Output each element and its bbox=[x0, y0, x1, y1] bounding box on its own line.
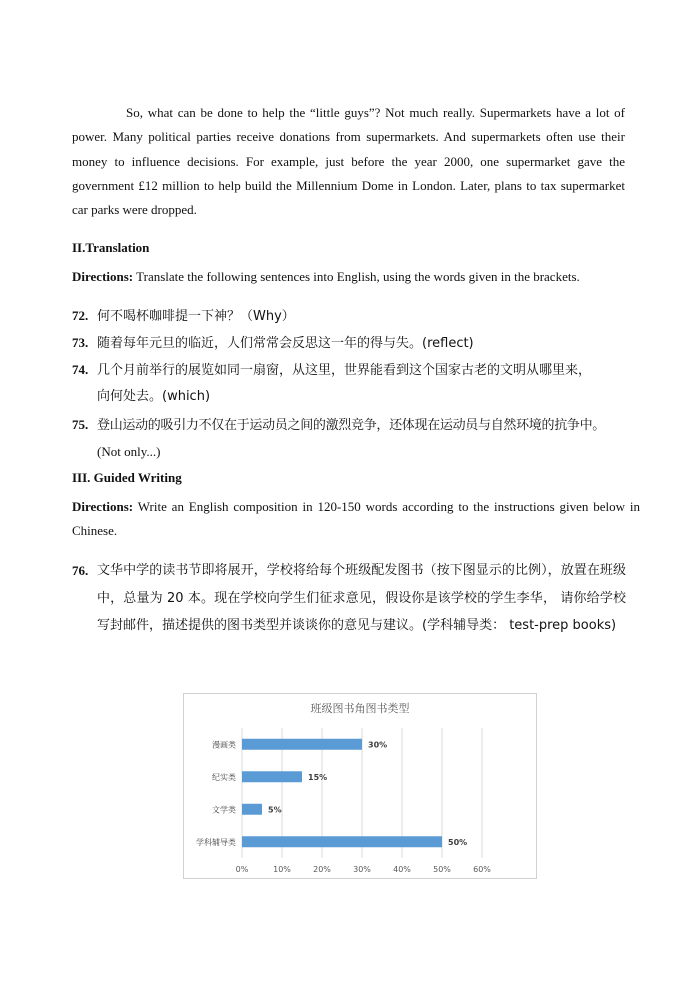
category-label: 学科辅导类 bbox=[196, 837, 236, 847]
chart-title: 班级图书角图书类型 bbox=[310, 702, 410, 715]
bar bbox=[242, 739, 362, 750]
item-text: 何不喝杯咖啡提一下神？（Why） bbox=[97, 309, 295, 324]
item-text: 文华中学的读书节即将展开，学校将给每个班级配发图书（按下图显示的比例），放置在班级中，总量为 20 本。现在学校向学生们征求意见，假设你是该学校的学生李华， 请你给学校写封邮件，描述提供的图书类型并谈谈你的意见与建议。(学科辅导类： test-prep books) bbox=[97, 563, 626, 633]
book-type-chart bbox=[183, 693, 537, 879]
x-tick-label: 60% bbox=[473, 865, 491, 874]
item-number: 75. bbox=[72, 417, 89, 432]
writing-item-76 bbox=[72, 557, 626, 640]
x-tick-label: 10% bbox=[273, 865, 291, 874]
translation-item-75 bbox=[72, 412, 642, 465]
category-label: 纪实类 bbox=[212, 772, 236, 782]
x-tick-label: 30% bbox=[353, 865, 371, 874]
item-number: 76. bbox=[72, 563, 89, 578]
translation-item-73 bbox=[72, 330, 642, 357]
x-tick-label: 20% bbox=[313, 865, 331, 874]
item-text: 登山运动的吸引力不仅在于运动员之间的激烈竞争，还体现在运动员与自然环境的抗争中。 bbox=[97, 418, 606, 433]
category-label: 文学类 bbox=[212, 805, 236, 815]
translation-heading: II.Translation bbox=[72, 240, 150, 255]
item-text: 随着每年元旦的临近，人们常常会反思这一年的得与失。(reflect) bbox=[97, 336, 474, 351]
item-text-continued: 向何处去。(which) bbox=[97, 389, 211, 404]
writing-directions bbox=[72, 495, 640, 543]
translation-item-72 bbox=[72, 303, 642, 330]
writing-heading: III. Guided Writing bbox=[72, 470, 182, 485]
directions-text: Write an English composition in 120-150 words according to the instructions given below in Chinese. bbox=[72, 499, 641, 538]
category-label: 漫画类 bbox=[212, 740, 236, 750]
bar-chart-svg bbox=[184, 694, 536, 878]
data-label: 30% bbox=[368, 740, 388, 750]
item-number: 73. bbox=[72, 335, 89, 350]
item-number: 74. bbox=[72, 362, 89, 377]
item-number: 72. bbox=[72, 308, 89, 323]
directions-label: Directions: bbox=[72, 269, 134, 284]
data-label: 5% bbox=[268, 805, 282, 815]
x-tick-label: 0% bbox=[235, 865, 249, 874]
x-tick-label: 50% bbox=[433, 865, 451, 874]
translation-directions bbox=[72, 265, 640, 289]
item-text-continued: (Not only...) bbox=[97, 444, 161, 459]
directions-label: Directions: bbox=[72, 499, 134, 514]
bar bbox=[242, 771, 302, 782]
data-label: 50% bbox=[448, 837, 468, 847]
directions-text: Translate the following sentences into English, using the words given in the brackets. bbox=[136, 269, 580, 284]
item-text: 几个月前举行的展览如同一扇窗，从这里，世界能看到这个国家古老的文明从哪里来， bbox=[97, 363, 592, 378]
passage-text: So, what can be done to help the “little guys”? Not much really. Supermarkets have a lot of power. Many political parties receive donations from supermarkets. And supermarkets often use their money to influence decisions. For example, just before the year 2000, one supermarket gave the government £12 million to help build the Millennium Dome in London. Later, plans to tax supermarket car parks were dropped. bbox=[72, 105, 625, 218]
translation-item-74 bbox=[72, 357, 642, 410]
passage-paragraph bbox=[72, 101, 625, 222]
x-tick-label: 40% bbox=[393, 865, 411, 874]
bar bbox=[242, 804, 262, 815]
bar bbox=[242, 836, 442, 847]
data-label: 15% bbox=[308, 772, 328, 782]
